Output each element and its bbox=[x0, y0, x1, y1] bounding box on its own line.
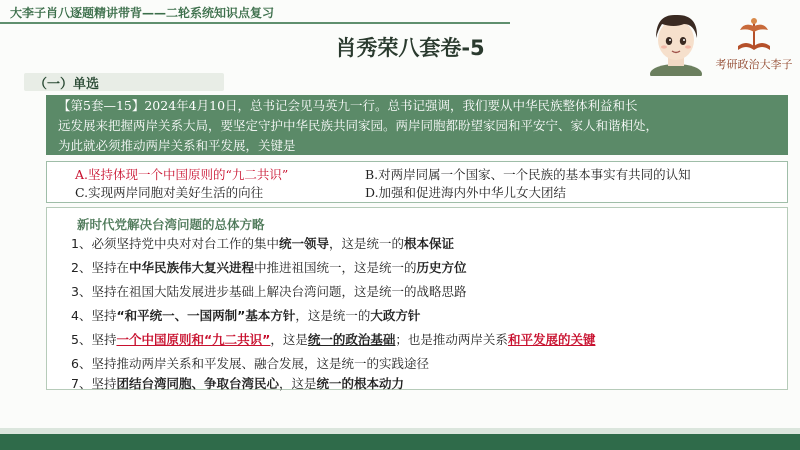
question-line: 远发展来把握两岸关系大局，要坚定守护中华民族共同家园。两岸同胞都盼望家园和平安宁、家人和谐相处， bbox=[58, 118, 659, 133]
option-c[interactable]: C.实现两岸同胞对美好生活的向往 bbox=[75, 185, 264, 200]
list-item: 2、坚持在中华民族伟大复兴进程中推进祖国统一，这是统一的历史方位 bbox=[71, 260, 467, 275]
list-item: 6、坚持推动两岸关系和平发展、融合发展，这是统一的实践途径 bbox=[71, 356, 429, 371]
question-box bbox=[46, 95, 788, 155]
option-a[interactable]: A.坚持体现一个中国原则的“九二共识” bbox=[75, 167, 289, 182]
list-item: 3、坚持在祖国大陆发展进步基础上解决台湾问题，这是统一的战略思路 bbox=[71, 284, 467, 299]
list-item: 5、坚持一个中国原则和“九二共识”，这是统一的政治基础；也是推动两岸关系和平发展的关键 bbox=[71, 332, 596, 347]
logo-emblem-icon bbox=[712, 16, 796, 56]
header-title: 大李子肖八逐题精讲带背——二轮系统知识点复习 bbox=[10, 6, 275, 20]
section-heading bbox=[24, 73, 224, 91]
avatar bbox=[640, 10, 712, 76]
list-item: 1、必须坚持党中央对对台工作的集中统一领导，这是统一的根本保证 bbox=[71, 236, 455, 251]
question-line: 为此就必须推动两岸关系和平发展，关键是 bbox=[58, 138, 296, 153]
option-b[interactable]: B.对两岸同属一个国家、一个民族的基本事实有共同的认知 bbox=[365, 167, 691, 182]
panel-title: 新时代党解决台湾问题的总体方略 bbox=[77, 217, 265, 232]
page-title: 肖秀荣八套卷-5 bbox=[335, 36, 485, 60]
option-d[interactable]: D.加强和促进海内外中华儿女大团结 bbox=[365, 185, 567, 200]
list-item: 4、坚持“和平统一、一国两制”基本方针，这是统一的大政方针 bbox=[71, 308, 421, 323]
header-divider bbox=[0, 22, 510, 24]
section-heading-label: （一）单选 bbox=[34, 77, 100, 92]
footer-band bbox=[0, 434, 800, 450]
knowledge-panel bbox=[46, 207, 788, 390]
list-item: 7、坚持团结台湾同胞、争取台湾民心，这是统一的根本动力 bbox=[71, 376, 404, 391]
logo bbox=[712, 16, 796, 76]
logo-text: 考研政治大李子 bbox=[715, 58, 793, 71]
question-line: 【第5套—15】2024年4月10日，总书记会见马英九一行。总书记强调，我们要从中华民族整体利益和长 bbox=[58, 98, 638, 113]
options-box bbox=[46, 161, 788, 203]
